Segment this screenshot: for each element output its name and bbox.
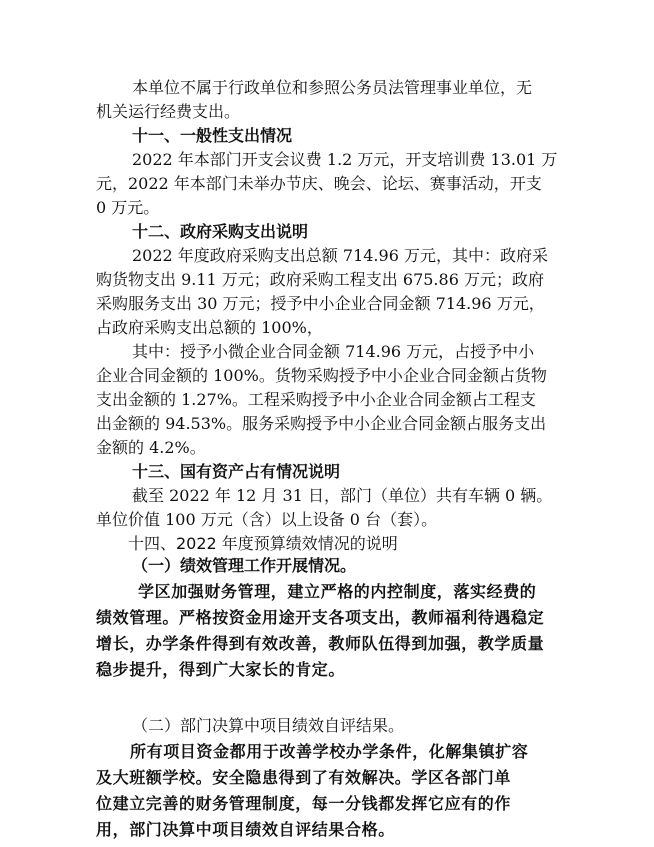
section-13-heading: 十三、国有资产占有情况说明 xyxy=(132,462,341,481)
s12-line-6: 企业合同金额的 100%。货物采购授予中小企业合同金额占货物 xyxy=(96,366,547,385)
s14-sub1-line-2: 绩效管理。严格按资金用途开支各项支出，教师福利待遇稳定 xyxy=(96,608,545,627)
s12-line-2: 购货物支出 9.11 万元；政府采购工程支出 675.86 万元；政府 xyxy=(96,270,544,289)
s14-sub2-line-4: 用，部门决算中项目绩效自评结果合格。 xyxy=(96,820,395,839)
s12-line-3: 采购服务支出 30 万元；授予中小企业合同金额 714.96 万元， xyxy=(96,294,545,313)
section-11-heading: 十一、一般性支出情况 xyxy=(132,126,293,145)
section-14-heading: 十四、2022 年度预算绩效情况的说明 xyxy=(128,534,398,553)
s13-line-2: 单位价值 100 万元（含）以上设备 0 台（套）。 xyxy=(96,510,438,529)
s14-sub2-line-2: 及大班额学校。安全隐患得到了有效解决。学区各部门单 xyxy=(96,768,512,787)
s13-line-1: 截至 2022 年 12 月 31 日，部门（单位）共有车辆 0 辆。 xyxy=(132,486,553,505)
s11-line-3: 0 万元。 xyxy=(96,198,160,217)
s14-sub2-heading: （二）部门决算中项目绩效自评结果。 xyxy=(132,716,405,735)
s12-line-5: 其中：授予小微企业合同金额 714.96 万元，占授予中小 xyxy=(132,342,535,361)
s14-sub1-line-1: 学区加强财务管理，建立严格的内控制度，落实经费的 xyxy=(138,582,537,601)
s12-line-8: 出金额的 94.53%。服务采购授予中小企业合同金额占服务支出 xyxy=(96,414,547,433)
intro-line-1: 本单位不属于行政单位和参照公务员法管理事业单位，无 xyxy=(132,78,533,97)
section-12-heading: 十二、政府采购支出说明 xyxy=(132,222,309,241)
s11-line-1: 2022 年本部门开支会议费 1.2 万元，开支培训费 13.01 万 xyxy=(132,150,558,169)
s14-sub2-line-3: 位建立完善的财务管理制度，每一分钱都发挥它应有的作 xyxy=(96,794,512,813)
s14-sub1-heading: （一）绩效管理工作开展情况。 xyxy=(132,556,357,575)
s12-line-9: 金额的 4.2%。 xyxy=(96,438,206,457)
s12-line-7: 支出金额的 1.27%。工程采购授予中小企业合同金额占工程支 xyxy=(96,390,536,409)
s11-line-2: 元，2022 年本部门未举办节庆、晚会、论坛、赛事活动，开支 xyxy=(96,174,542,193)
s14-sub2-line-1: 所有项目资金都用于改善学校办学条件，化解集镇扩容 xyxy=(130,742,529,761)
s12-line-1: 2022 年度政府采购支出总额 714.96 万元，其中：政府采 xyxy=(132,246,548,265)
intro-line-2: 机关运行经费支出。 xyxy=(96,102,241,121)
s14-sub1-line-3: 增长，办学条件得到有效改善，教师队伍得到加强，教学质量 xyxy=(96,634,545,653)
s14-sub1-line-4: 稳步提升，得到广大家长的肯定。 xyxy=(96,660,346,679)
s12-line-4: 占政府采购支出总额的 100%， xyxy=(96,318,323,337)
